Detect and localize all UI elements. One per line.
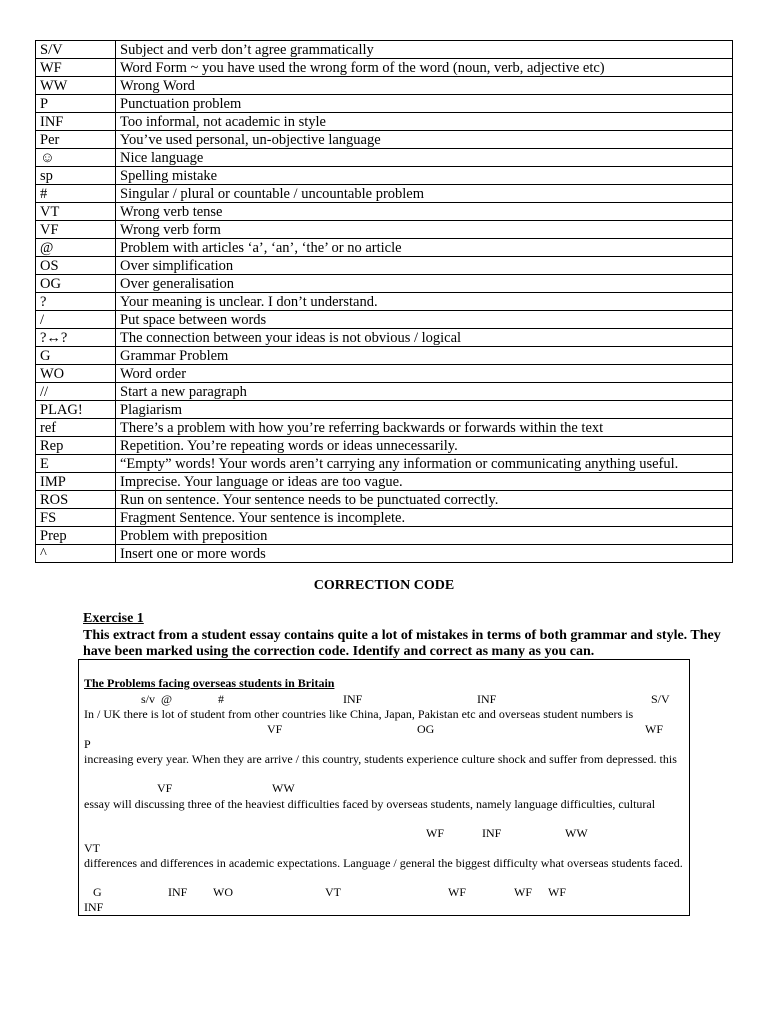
code-row xyxy=(36,275,733,293)
code-symbol: Prep xyxy=(36,527,116,545)
code-row xyxy=(36,185,733,203)
code-symbol: ?↔? xyxy=(36,329,116,347)
correction-marks-row xyxy=(79,781,691,796)
code-symbol: INF xyxy=(36,113,116,131)
correction-marks-row xyxy=(79,722,691,737)
mark: @ xyxy=(161,692,173,706)
mark: INF xyxy=(168,885,188,899)
code-symbol: OG xyxy=(36,275,116,293)
mark: WO xyxy=(213,885,233,899)
code-symbol: E xyxy=(36,455,116,473)
code-row xyxy=(36,293,733,311)
mark: WF xyxy=(645,722,663,736)
code-row xyxy=(36,113,733,131)
code-symbol: ROS xyxy=(36,491,116,509)
mark: OG xyxy=(417,722,435,736)
code-symbol: ref xyxy=(36,419,116,437)
correction-marks-row xyxy=(79,885,691,900)
code-meaning: Start a new paragraph xyxy=(116,383,733,401)
code-row xyxy=(36,545,733,563)
code-row xyxy=(36,509,733,527)
code-row xyxy=(36,41,733,59)
code-meaning: Plagiarism xyxy=(116,401,733,419)
code-meaning: Punctuation problem xyxy=(116,95,733,113)
code-symbol: ☺ xyxy=(36,149,116,167)
mark: WF xyxy=(514,885,532,899)
code-meaning: There’s a problem with how you’re referring backwards or forwards within the text xyxy=(116,419,733,437)
correction-mark: P xyxy=(84,737,91,751)
mark: VF xyxy=(157,781,173,795)
code-meaning: Spelling mistake xyxy=(116,167,733,185)
code-meaning: Insert one or more words xyxy=(116,545,733,563)
code-meaning: Imprecise. Your language or ideas are too vague. xyxy=(116,473,733,491)
code-meaning: Put space between words xyxy=(116,311,733,329)
code-symbol: Per xyxy=(36,131,116,149)
code-meaning: Grammar Problem xyxy=(116,347,733,365)
code-symbol: OS xyxy=(36,257,116,275)
mark: S/V xyxy=(651,692,670,706)
code-row xyxy=(36,221,733,239)
code-row xyxy=(36,239,733,257)
code-meaning: Over simplification xyxy=(116,257,733,275)
code-symbol: sp xyxy=(36,167,116,185)
exercise-instructions: This extract from a student essay contains quite a lot of mistakes in terms of both grammar and style. They have been marked using the correction code. Identify and correct as many as you can. xyxy=(83,628,721,659)
code-symbol: // xyxy=(36,383,116,401)
code-meaning: Too informal, not academic in style xyxy=(116,113,733,131)
code-meaning: Word order xyxy=(116,365,733,383)
mark: WW xyxy=(565,826,588,840)
mark: INF xyxy=(343,692,363,706)
code-row xyxy=(36,365,733,383)
essay-extract-box xyxy=(78,659,690,916)
code-row xyxy=(36,59,733,77)
code-symbol: ^ xyxy=(36,545,116,563)
code-row xyxy=(36,203,733,221)
exercise-title: Exercise 1 xyxy=(83,611,144,626)
code-meaning: Wrong verb form xyxy=(116,221,733,239)
code-symbol: FS xyxy=(36,509,116,527)
code-meaning: Over generalisation xyxy=(116,275,733,293)
essay-line: essay will discussing three of the heaviest difficulties faced by overseas students, namely language difficulties, cultural xyxy=(84,797,656,811)
code-row xyxy=(36,257,733,275)
code-row xyxy=(36,149,733,167)
code-meaning: Wrong Word xyxy=(116,77,733,95)
code-symbol: G xyxy=(36,347,116,365)
code-meaning: Problem with preposition xyxy=(116,527,733,545)
mark: WW xyxy=(272,781,295,795)
mark: INF xyxy=(482,826,502,840)
mark: # xyxy=(218,692,224,706)
code-meaning: Nice language xyxy=(116,149,733,167)
mark: WF xyxy=(548,885,566,899)
code-symbol: WW xyxy=(36,77,116,95)
mark: INF xyxy=(477,692,497,706)
code-symbol: PLAG! xyxy=(36,401,116,419)
code-symbol: ? xyxy=(36,293,116,311)
code-row xyxy=(36,77,733,95)
code-row xyxy=(36,347,733,365)
mark: WF xyxy=(448,885,466,899)
code-meaning: Singular / plural or countable / uncountable problem xyxy=(116,185,733,203)
correction-marks-row xyxy=(79,826,691,841)
code-meaning: Wrong verb tense xyxy=(116,203,733,221)
code-meaning: Subject and verb don’t agree grammatically xyxy=(116,41,733,59)
essay-line: differences and differences in academic expectations. Language / general the biggest difficulty what overseas students faced. xyxy=(84,856,683,870)
correction-code-table xyxy=(35,40,733,563)
code-row xyxy=(36,473,733,491)
essay-line: In / UK there is lot of student from other countries like China, Japan, Pakistan etc and overseas student numbers is xyxy=(84,707,634,721)
code-symbol: S/V xyxy=(36,41,116,59)
code-row xyxy=(36,383,733,401)
mark: G xyxy=(93,885,102,899)
code-row xyxy=(36,455,733,473)
code-row xyxy=(36,401,733,419)
code-meaning: Problem with articles ‘a’, ‘an’, ‘the’ or no article xyxy=(116,239,733,257)
code-meaning: “Empty” words! Your words aren’t carrying any information or communicating anything useful. xyxy=(116,455,733,473)
code-meaning: Repetition. You’re repeating words or ideas unnecessarily. xyxy=(116,437,733,455)
code-row xyxy=(36,491,733,509)
correction-mark: VT xyxy=(84,841,100,855)
code-symbol: P xyxy=(36,95,116,113)
mark: WF xyxy=(426,826,444,840)
code-symbol: @ xyxy=(36,239,116,257)
code-symbol: Rep xyxy=(36,437,116,455)
code-row xyxy=(36,437,733,455)
code-symbol: / xyxy=(36,311,116,329)
mark: s/v xyxy=(141,692,156,706)
code-row xyxy=(36,131,733,149)
code-row xyxy=(36,311,733,329)
code-row xyxy=(36,419,733,437)
code-symbol: IMP xyxy=(36,473,116,491)
code-meaning: Fragment Sentence. Your sentence is incomplete. xyxy=(116,509,733,527)
code-meaning: The connection between your ideas is not obvious / logical xyxy=(116,329,733,347)
code-symbol: WO xyxy=(36,365,116,383)
code-meaning: You’ve used personal, un-objective language xyxy=(116,131,733,149)
code-row xyxy=(36,329,733,347)
code-symbol: # xyxy=(36,185,116,203)
essay-line: increasing every year. When they are arrive / this country, students experience culture shock and suffer from depressed. this xyxy=(84,752,677,766)
code-meaning: Your meaning is unclear. I don’t understand. xyxy=(116,293,733,311)
mark: VF xyxy=(267,722,283,736)
correction-code-heading: CORRECTION CODE xyxy=(313,578,455,593)
essay-title: The Problems facing overseas students in Britain xyxy=(84,676,335,690)
code-row xyxy=(36,95,733,113)
code-symbol: VF xyxy=(36,221,116,239)
correction-marks-row xyxy=(79,692,691,707)
code-symbol: VT xyxy=(36,203,116,221)
code-symbol: WF xyxy=(36,59,116,77)
code-row xyxy=(36,167,733,185)
correction-mark: INF xyxy=(84,900,104,914)
code-meaning: Run on sentence. Your sentence needs to be punctuated correctly. xyxy=(116,491,733,509)
code-row xyxy=(36,527,733,545)
mark: VT xyxy=(325,885,341,899)
code-meaning: Word Form ~ you have used the wrong form of the word (noun, verb, adjective etc) xyxy=(116,59,733,77)
